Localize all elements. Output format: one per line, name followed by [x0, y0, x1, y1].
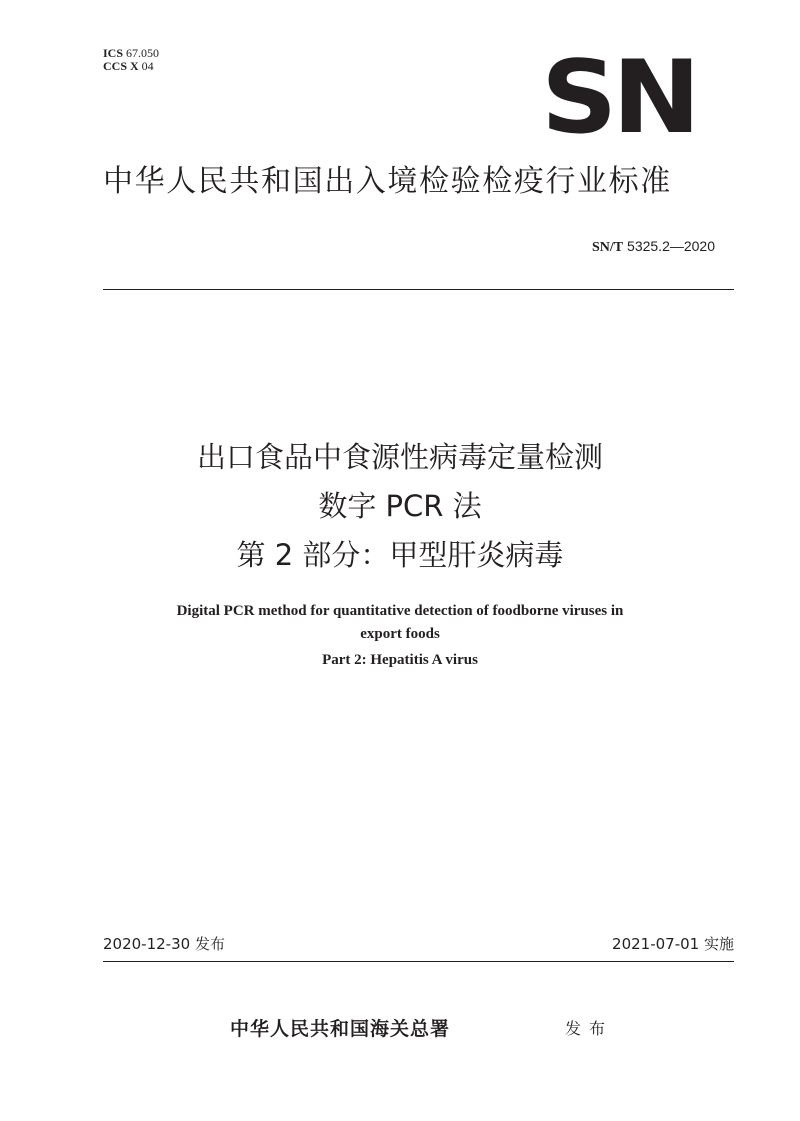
issuing-authority: 中华人民共和国海关总署 — [230, 1018, 451, 1040]
implementation-date: 2021-07-01 实施 — [612, 935, 734, 953]
issue-label: 发布 — [565, 1019, 614, 1038]
classification-codes — [103, 47, 159, 73]
ccs-code: CCS X 04 — [103, 59, 154, 73]
chinese-title-line-2: 数字 PCR 法 — [318, 489, 482, 523]
sn-logo: SN — [541, 38, 696, 156]
english-title-line-2: export foods — [360, 626, 440, 642]
standard-category-title: 中华人民共和国出入境检验检疫行业标准 — [103, 164, 672, 199]
english-title-line-3: Part 2: Hepatitis A virus — [322, 652, 478, 668]
issue-date: 2020-12-30 发布 — [103, 935, 225, 953]
standard-number: SN/T 5325.2—2020 — [592, 238, 715, 255]
bottom-divider — [103, 961, 734, 962]
top-divider — [103, 289, 734, 290]
chinese-title-line-3: 第 2 部分：甲型肝炎病毒 — [236, 538, 564, 572]
ics-code: ICS 67.050 — [103, 46, 160, 60]
chinese-title-line-1: 出口食品中食源性病毒定量检测 — [196, 440, 603, 474]
english-title-line-1: Digital PCR method for quantitative detection of foodborne viruses in — [176, 603, 624, 619]
